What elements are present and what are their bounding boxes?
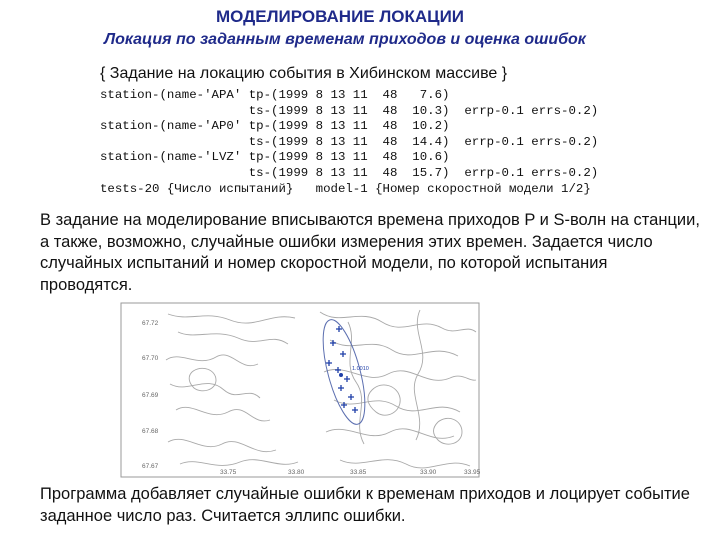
- code-line: station-(name-'LVZ' tp-(1999 8 13 11 48 10.6): [100, 150, 450, 165]
- y-tick-label: 67.72: [142, 320, 159, 327]
- task-header: { Задание на локацию события в Хибинском массиве }: [100, 65, 508, 82]
- task-code-block: [100, 88, 598, 197]
- x-tick-label: 33.95: [464, 469, 480, 476]
- y-tick-label: 67.67: [142, 463, 159, 470]
- slide-subtitle: Локация по заданным временам приходов и оценка ошибок: [104, 31, 586, 48]
- code-line: tests-20 {Число испытаний} model-1 {Номер скоростной модели 1/2}: [100, 181, 591, 196]
- y-tick-label: 67.68: [142, 428, 159, 435]
- x-tick-label: 33.90: [420, 469, 437, 476]
- code-line: station-(name-'APA' tp-(1999 8 13 11 48 7.6): [100, 88, 450, 102]
- x-tick-label: 33.80: [288, 469, 305, 476]
- description-paragraph: В задание на моделирование вписываются времена приходов P и S-волн на станции, а также, возможно, случайные ошибки измерения этих времен. Задается число случайных испытаний и номер скоростной модели, по которой испытания проводятся.: [40, 211, 700, 294]
- code-line: ts-(1999 8 13 11 48 14.4) errp-0.1 errs-0.2): [100, 134, 599, 149]
- x-tick-label: 33.85: [350, 469, 367, 476]
- location-map: [120, 302, 480, 478]
- y-tick-label: 67.70: [142, 355, 159, 362]
- result-paragraph: Программа добавляет случайные ошибки к временам приходов и лоцирует событие заданное число раз. Считается эллипс ошибки.: [40, 485, 690, 525]
- slide-title: МОДЕЛИРОВАНИЕ ЛОКАЦИИ: [215, 7, 465, 26]
- event-label: 1.0010: [352, 366, 369, 372]
- code-line: ts-(1999 8 13 11 48 15.7) errp-0.1 errs-0.2): [100, 165, 599, 180]
- code-line: ts-(1999 8 13 11 48 10.3) errp-0.1 errs-0.2): [100, 103, 599, 118]
- code-line: station-(name-'AP0' tp-(1999 8 13 11 48 10.2): [100, 119, 450, 134]
- x-tick-label: 33.75: [220, 469, 237, 476]
- y-tick-label: 67.69: [142, 392, 159, 399]
- event-center-marker: [339, 373, 343, 377]
- map-frame: [121, 303, 479, 477]
